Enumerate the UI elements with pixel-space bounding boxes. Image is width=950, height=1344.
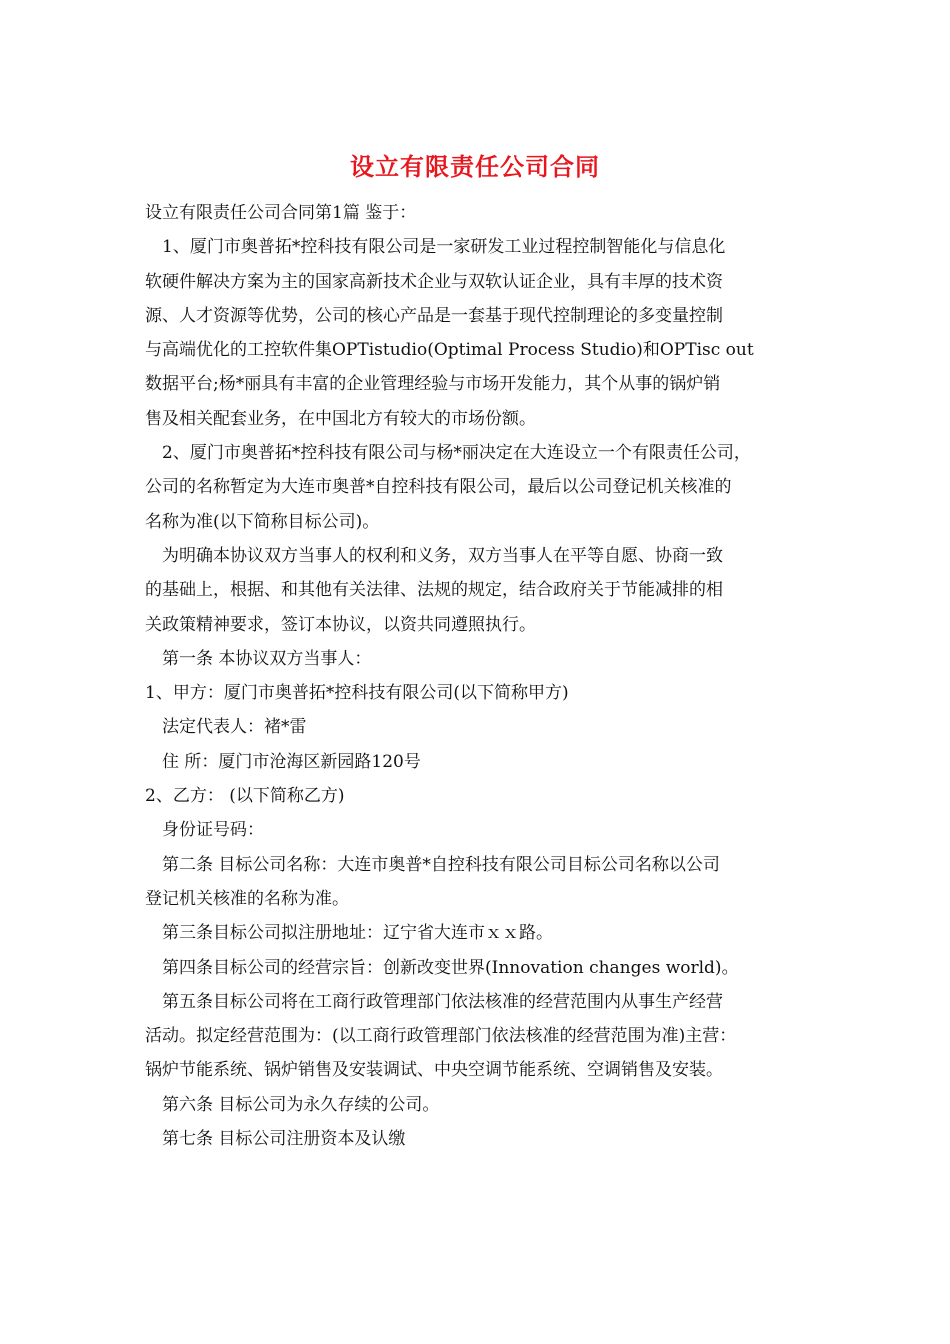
text-line: 第五条目标公司将在工商行政管理部门依法核准的经营范围内从事生产经营 xyxy=(162,991,723,1012)
text-line: 售及相关配套业务，在中国北方有较大的市场份额。 xyxy=(145,408,536,429)
document-title: 设立有限责任公司合同 xyxy=(350,152,600,181)
text-line: 2、乙方： (以下简称乙方) xyxy=(145,786,345,807)
text-line: 公司的名称暂定为大连市奥普*自控科技有限公司，最后以公司登记机关核准的 xyxy=(145,477,732,498)
text-line: 活动。拟定经营范围为：(以工商行政管理部门依法核准的经营范围为准)主营： xyxy=(145,1026,737,1047)
text-line: 2、厦门市奥普拓*控科技有限公司与杨*丽决定在大连设立一个有限责任公司， xyxy=(162,443,751,464)
text-line: 1、厦门市奥普拓*控科技有限公司是一家研发工业过程控制智能化与信息化 xyxy=(162,237,726,258)
text-line: 源、人才资源等优势，公司的核心产品是一套基于现代控制理论的多变量控制 xyxy=(145,305,723,326)
text-line: 设立有限责任公司合同第1篇 鉴于： xyxy=(145,203,417,223)
text-line: 数据平台;杨*丽具有丰富的企业管理经验与市场开发能力，其个从事的锅炉销 xyxy=(145,374,721,395)
text-line: 软硬件解决方案为主的国家高新技术企业与双软认证企业，具有丰厚的技术资 xyxy=(145,271,723,292)
text-line: 第一条 本协议双方当事人： xyxy=(162,648,372,669)
text-line: 第七条 目标公司注册资本及认缴 xyxy=(162,1129,406,1150)
text-line: 锅炉节能系统、锅炉销售及安装调试、中央空调节能系统、空调销售及安装。 xyxy=(145,1060,723,1081)
document-body xyxy=(145,196,815,1156)
text-line: 身份证号码： xyxy=(162,820,264,841)
text-line: 住 所：厦门市沧海区新园路120号 xyxy=(162,751,421,772)
text-line: 第四条目标公司的经营宗旨：创新改变世界(Innovation changes world)。 xyxy=(162,957,739,978)
text-line: 1、甲方：厦门市奥普拓*控科技有限公司(以下简称甲方) xyxy=(145,683,569,704)
text-line: 关政策精神要求，签订本协议，以资共同遵照执行。 xyxy=(145,614,536,635)
text-line: 第二条 目标公司名称：大连市奥普*自控科技有限公司目标公司名称以公司 xyxy=(162,854,720,875)
text-line: 登记机关核准的名称为准。 xyxy=(145,888,349,909)
text-line: 与高端优化的工控软件集OPTistudio(Optimal Process Studio)和OPTisc out xyxy=(145,340,754,361)
text-line: 第六条 目标公司为永久存续的公司。 xyxy=(162,1094,440,1115)
text-line: 的基础上，根据、和其他有关法律、法规的规定，结合政府关于节能减排的相 xyxy=(145,580,723,601)
text-line: 第三条目标公司拟注册地址：辽宁省大连市ｘｘ路。 xyxy=(162,923,553,944)
text-line: 名称为准(以下简称目标公司)。 xyxy=(145,511,380,532)
text-line: 为明确本协议双方当事人的权利和义务，双方当事人在平等自愿、协商一致 xyxy=(162,545,723,566)
text-line: 法定代表人：褚*雷 xyxy=(162,717,307,738)
